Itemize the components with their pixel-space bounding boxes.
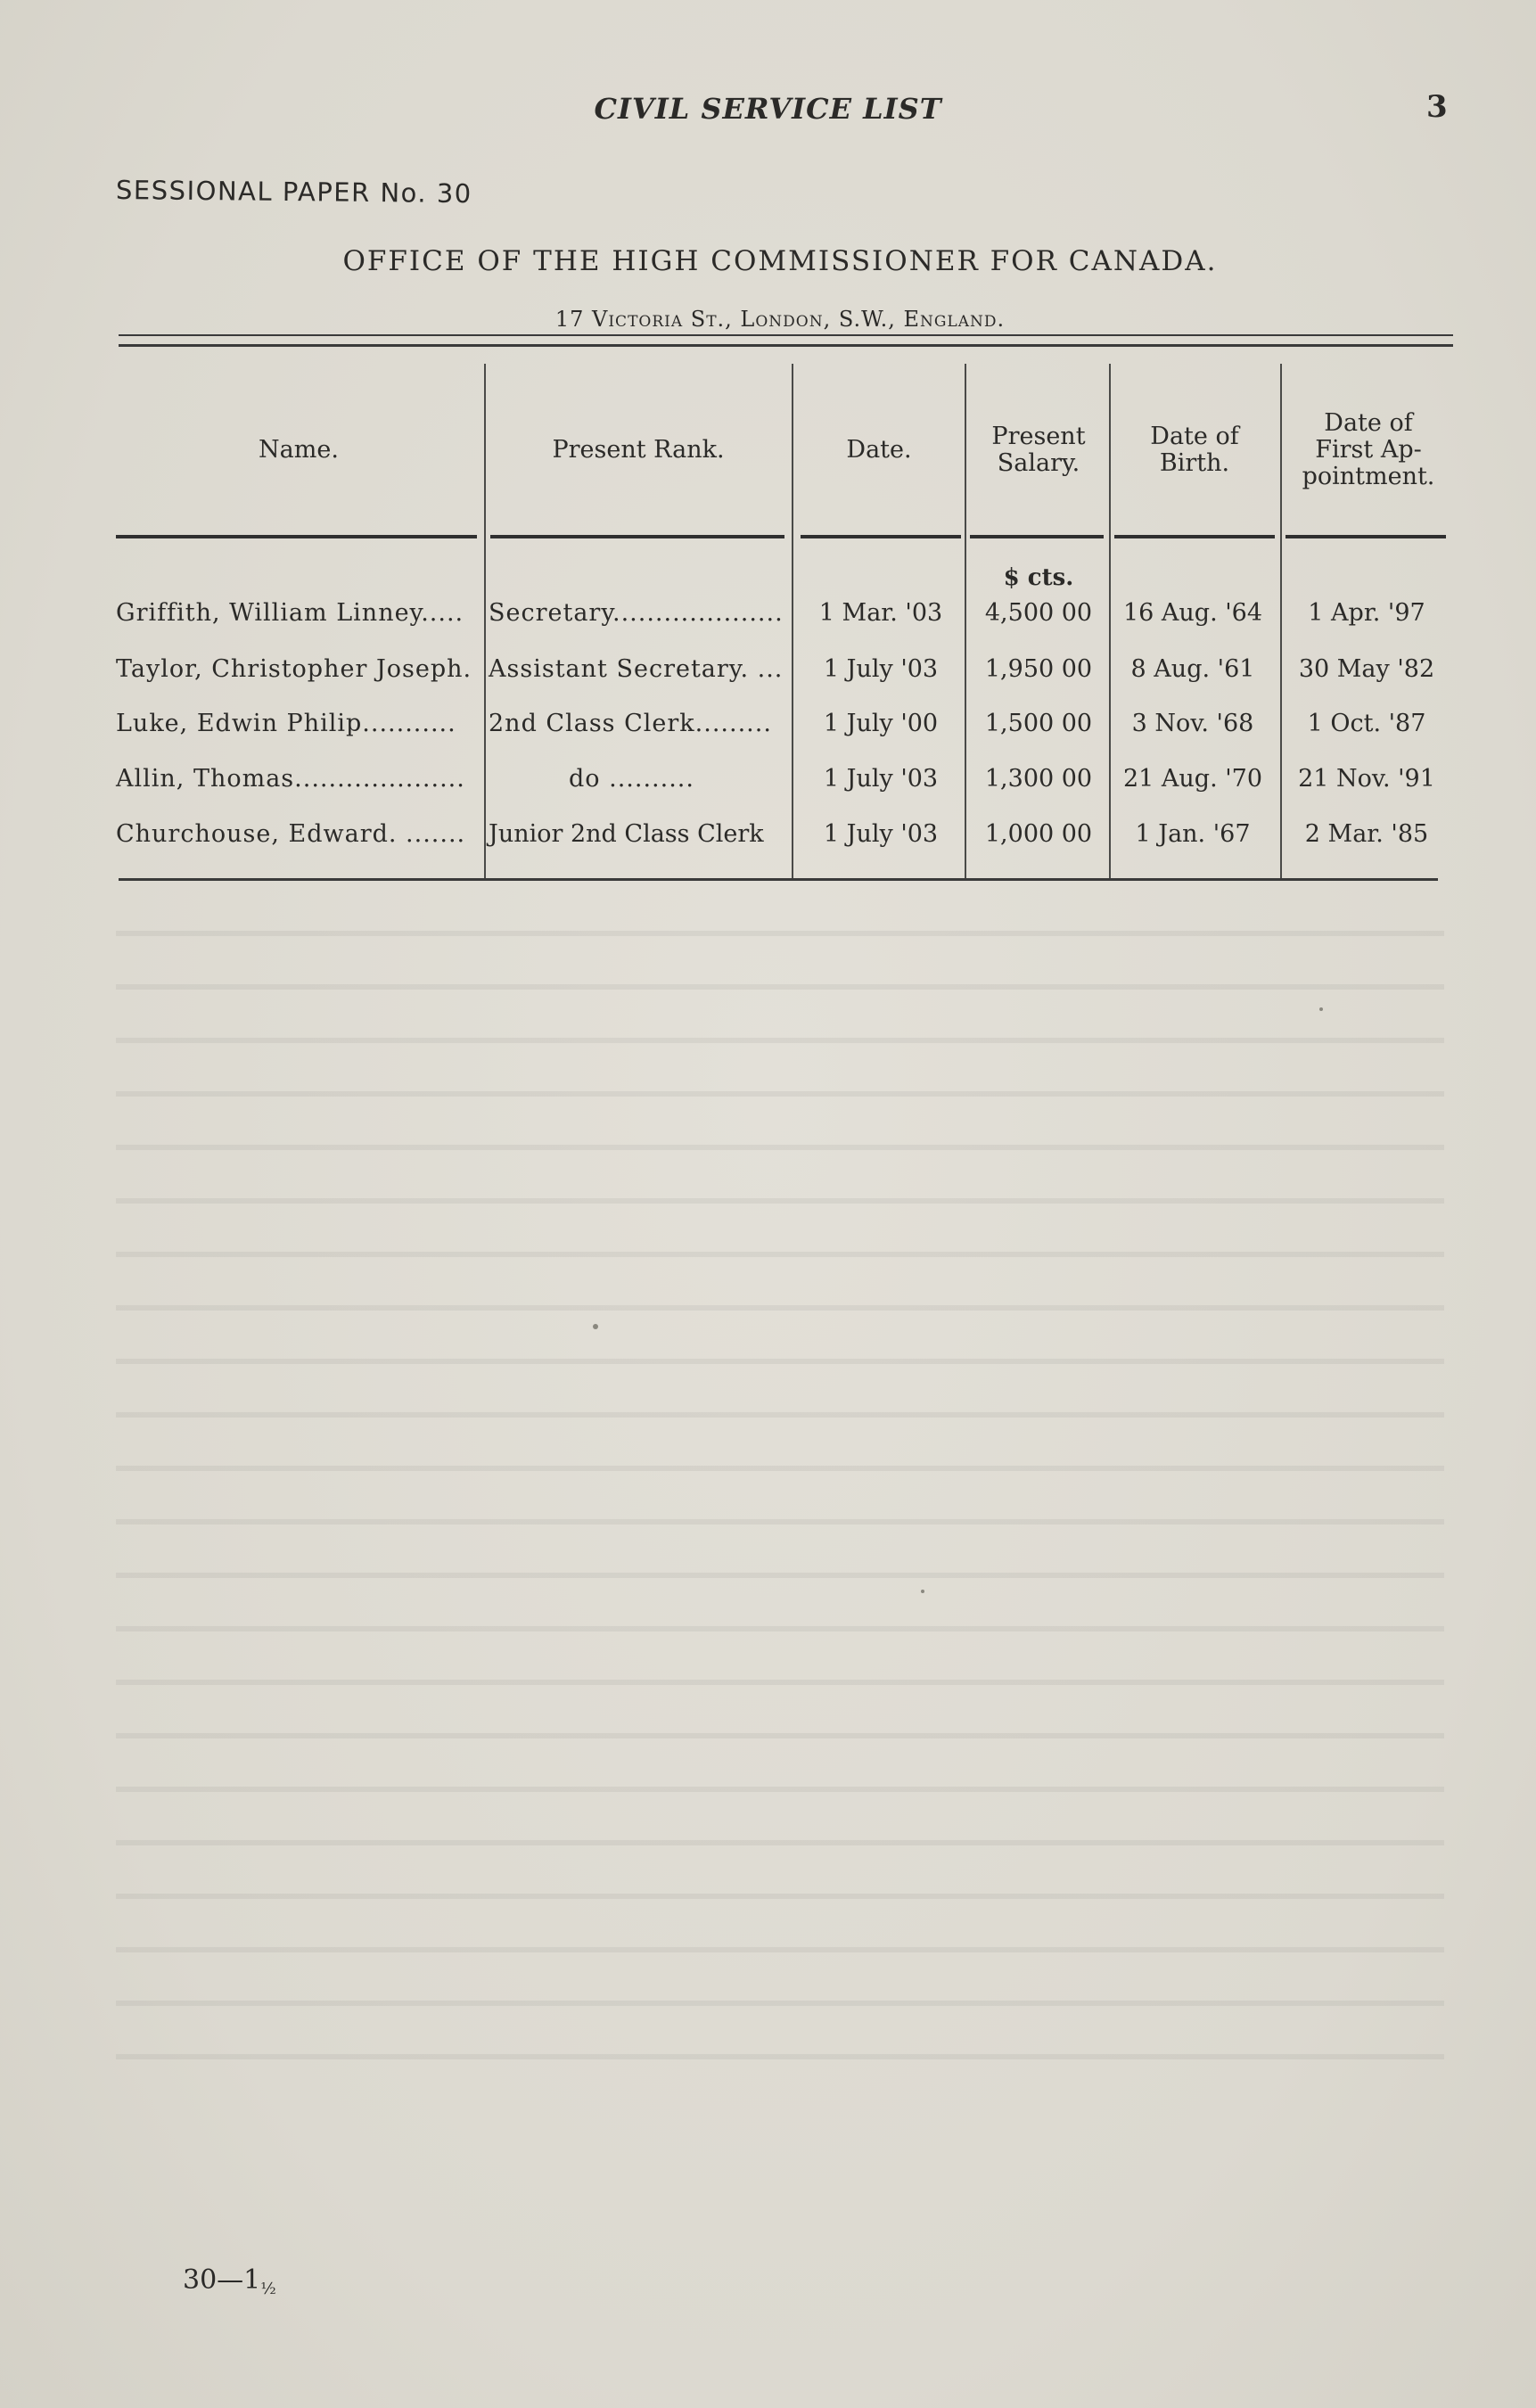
table-row	[0, 599, 1536, 644]
cell-first-appointment: 1 Apr. '97	[1308, 599, 1425, 627]
cell-first-appointment: 21 Nov. '91	[1298, 765, 1435, 793]
office-address: 17 Victoria St., London, S.W., England.	[554, 307, 1006, 332]
header-present-rank: Present Rank.	[552, 436, 725, 464]
cell-date: 1 July '03	[823, 820, 939, 848]
cell-date: 1 Mar. '03	[818, 599, 943, 627]
signature-mark-fraction: ½	[260, 2280, 276, 2298]
cell-salary: 4,500 00	[984, 599, 1093, 627]
cell-rank: Secretary....................	[489, 599, 784, 627]
salary-units: $ cts.	[1003, 564, 1074, 591]
table-bottom-rule	[119, 878, 1438, 881]
header-underline	[116, 535, 477, 538]
bleed-through-text	[116, 892, 1444, 2095]
table-row	[0, 820, 1536, 865]
cell-date-of-birth: 3 Nov. '68	[1131, 710, 1254, 737]
cell-name: Allin, Thomas....................	[116, 765, 465, 793]
table-row	[0, 765, 1536, 810]
paper-speck	[593, 1324, 598, 1329]
cell-first-appointment: 2 Mar. '85	[1304, 820, 1429, 848]
header-date-of-first-appointment: Date of First Ap-pointment.	[1302, 409, 1435, 490]
sessional-paper-label: SESSIONAL PAPER No. 30	[115, 175, 472, 210]
header-underline	[801, 535, 961, 538]
header-underline	[1114, 535, 1275, 538]
cell-name: Luke, Edwin Philip...........	[116, 710, 456, 737]
cell-name: Taylor, Christopher Joseph.	[116, 655, 472, 683]
cell-salary: 1,300 00	[984, 765, 1093, 793]
cell-rank: do ..........	[569, 765, 694, 793]
cell-rank: Junior 2nd Class Clerk	[489, 820, 764, 848]
cell-name: Churchouse, Edward. .......	[116, 820, 466, 848]
office-title: OFFICE OF THE HIGH COMMISSIONER FOR CANADA.	[342, 245, 1218, 277]
cell-date-of-birth: 8 Aug. '61	[1130, 655, 1255, 683]
running-head: CIVIL SERVICE LIST	[594, 92, 942, 126]
cell-date: 1 July '03	[823, 655, 939, 683]
table-row	[0, 655, 1536, 700]
header-underline	[490, 535, 784, 538]
cell-date: 1 July '00	[823, 710, 939, 737]
cell-first-appointment: 1 Oct. '87	[1307, 710, 1426, 737]
table-row	[0, 710, 1536, 754]
cell-date-of-birth: 16 Aug. '64	[1122, 599, 1263, 627]
cell-salary: 1,500 00	[984, 710, 1093, 737]
cell-date: 1 July '03	[823, 765, 939, 793]
cell-date-of-birth: 1 Jan. '67	[1135, 820, 1251, 848]
table-top-double-rule	[119, 334, 1453, 347]
cell-date-of-birth: 21 Aug. '70	[1122, 765, 1263, 793]
cell-salary: 1,950 00	[984, 655, 1093, 683]
header-underline	[1285, 535, 1446, 538]
cell-rank: 2nd Class Clerk.........	[489, 710, 772, 737]
paper-speck	[921, 1590, 924, 1593]
cell-rank: Assistant Secretary. ...	[489, 655, 784, 683]
signature-mark-main: 30—1	[183, 2264, 261, 2296]
page-number: 3	[1426, 89, 1448, 125]
header-name: Name.	[259, 436, 339, 464]
cell-first-appointment: 30 May '82	[1298, 655, 1435, 683]
signature-mark	[183, 2264, 276, 2298]
header-date: Date.	[846, 436, 912, 464]
paper-speck	[1319, 1007, 1323, 1011]
header-underline	[970, 535, 1104, 538]
header-present-salary: Present Salary.	[991, 423, 1086, 477]
cell-name: Griffith, William Linney.....	[116, 599, 464, 627]
cell-salary: 1,000 00	[984, 820, 1093, 848]
header-date-of-birth: Date of Birth.	[1150, 423, 1239, 477]
